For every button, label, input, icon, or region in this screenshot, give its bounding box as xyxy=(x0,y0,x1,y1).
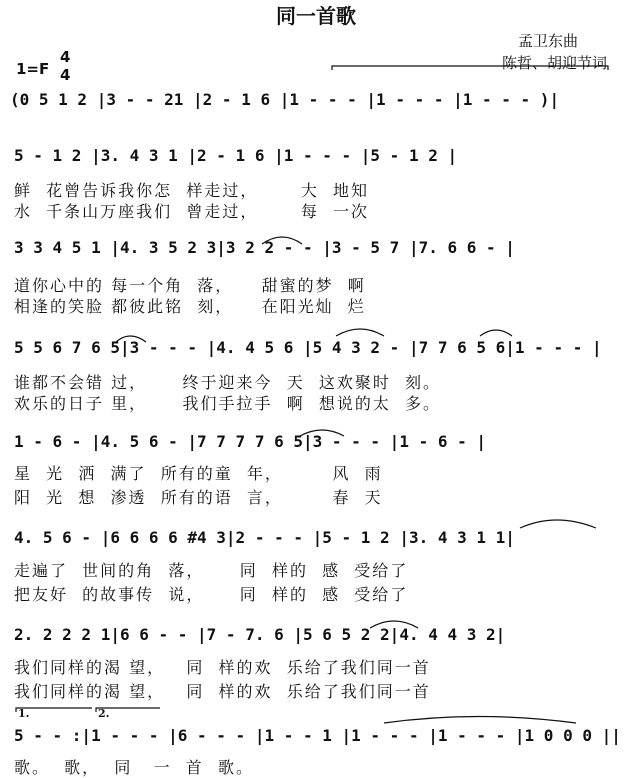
slur-3 xyxy=(336,329,384,336)
system-4-notes: 1 - 6 - |4. 5 6 - |7 7 7 7 6 5|3 - - - |1 - 6 - | xyxy=(14,432,487,451)
system-2-lyrics-verse-2: 相逢的笑脸 都彼此铭 刻， 在阳光灿 烂 xyxy=(14,297,366,316)
slur-7 xyxy=(370,621,418,628)
volta-ending-2: 2. xyxy=(98,707,110,720)
slur-8 xyxy=(384,717,576,724)
system-4-lyrics-verse-1: 星 光 洒 满了 所有的童 年， 风 雨 xyxy=(14,464,383,483)
intro-bracket xyxy=(332,66,608,70)
lyricist-credit: 陈哲、胡迎节词 xyxy=(502,54,608,72)
volta-bracket-2 xyxy=(96,708,160,712)
system-3-lyrics-verse-2: 欢乐的日子 里， 我们手拉手 啊 想说的太 多。 xyxy=(14,394,442,413)
system-7-notes: 5 - - :|1 - - - |6 - - - |1 - - 1 |1 - - - |1 - - - |1 0 0 0 || xyxy=(14,726,621,745)
system-5-lyrics-verse-2: 把友好 的故事传 说， 同 样的 感 受给了 xyxy=(14,585,409,604)
system-6-notes: 2. 2 2 2 1|6 6 - - |7 - 7. 6 |5 6 5 2 2|4. 4 4 3 2| xyxy=(14,625,506,644)
system-3-notes: 5 5 6 7 6 5|3 - - - |4. 4 5 6 |5 4 3 2 - |7 7 6 5 6|1 - - - | xyxy=(14,338,602,357)
volta-ending-1: 1. xyxy=(18,707,30,720)
system-5-lyrics-verse-1: 走遍了 世间的角 落， 同 样的 感 受给了 xyxy=(14,561,409,580)
system-5-notes: 4. 5 6 - |6 6 6 6 #4 3|2 - - - |5 - 1 2 |3. 4 3 1 1| xyxy=(14,528,515,547)
slur-6 xyxy=(520,520,596,528)
system-2-notes: 3 3 4 5 1 |4. 3 5 2 3|3 2 2 - - |3 - 5 7 |7. 6 6 - | xyxy=(14,238,515,257)
composer-credit: 孟卫东曲 xyxy=(518,32,579,50)
slur-5 xyxy=(300,430,344,436)
time-signature-bottom: 4 xyxy=(60,66,71,84)
system-1-lyrics-verse-1: 鲜 花曾告诉我你怎 样走过， 大 地知 xyxy=(14,181,370,200)
system-4-lyrics-verse-2: 阳 光 想 渗透 所有的语 言， 春 天 xyxy=(14,488,383,507)
slur-1 xyxy=(262,237,302,244)
time-signature-top: 4 xyxy=(60,48,71,66)
intro-notes: (0 5 1 2 |3 - - 21 |2 - 1 6 |1 - - - |1 - - - |1 - - - )| xyxy=(10,90,560,109)
system-3-lyrics-verse-1: 谁都不会错 过， 终于迎来今 天 这欢聚时 刻。 xyxy=(14,373,442,392)
system-7-lyrics: 歌。 歌， 同 一 首 歌。 xyxy=(14,758,254,777)
system-1-notes: 5 - 1 2 |3. 4 3 1 |2 - 1 6 |1 - - - |5 - 1 2 | xyxy=(14,146,458,165)
system-2-lyrics-verse-1: 道你心中的 每一个角 落， 甜蜜的梦 啊 xyxy=(14,276,366,295)
system-6-lyrics-verse-2: 我们同样的渴 望， 同 样的欢 乐给了我们同一首 xyxy=(14,682,431,701)
volta-bracket-1 xyxy=(16,708,92,712)
system-6-lyrics-verse-1: 我们同样的渴 望， 同 样的欢 乐给了我们同一首 xyxy=(14,658,431,677)
system-1-lyrics-verse-2: 水 千条山万座我们 曾走过， 每 一次 xyxy=(14,202,370,221)
slur-4 xyxy=(480,330,512,336)
page-title: 同一首歌 xyxy=(276,4,356,28)
slur-2 xyxy=(116,336,146,342)
key-signature: 1=F xyxy=(16,60,50,78)
